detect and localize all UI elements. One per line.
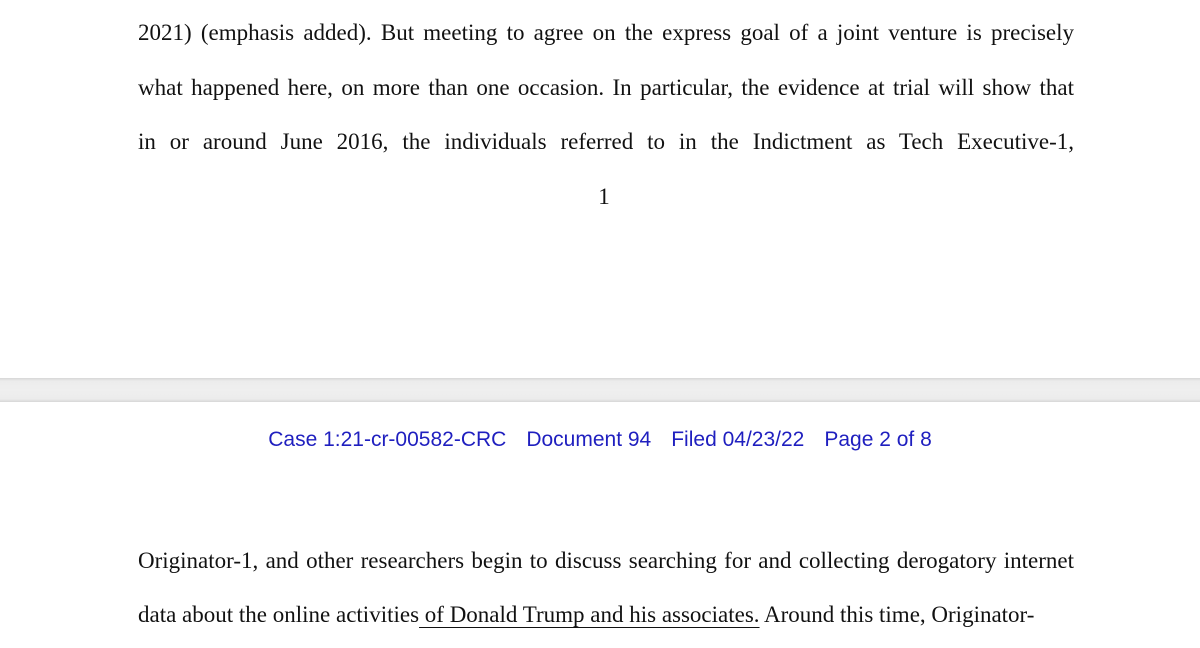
filed-date: Filed 04/23/22: [671, 428, 805, 451]
case-header: [0, 426, 1200, 454]
current-page: [0, 402, 1200, 648]
body-text-line: [138, 601, 1074, 629]
body-text-line: 2021) (emphasis added). But meeting to agree on the express goal of a joint venture is precisely: [138, 20, 1074, 45]
page-number: 1: [598, 184, 610, 209]
body-text-line: Originator-1, and other researchers begin to discuss searching for and collecting derogatory internet: [138, 548, 1074, 573]
body-text-line: in or around June 2016, the individuals referred to in the Indictment as Tech Executive-1,: [138, 129, 1074, 154]
body-text-segment: data about the online activities: [138, 602, 420, 627]
page-separator: [0, 378, 1200, 402]
document-number: Document 94: [526, 428, 652, 451]
page-count: Page 2 of 8: [824, 428, 932, 451]
case-number: Case 1:21-cr-00582-CRC: [268, 428, 507, 451]
underlined-text: of Donald Trump and his associates.: [419, 602, 760, 627]
body-text-segment: Around this time, Originator-: [759, 602, 1035, 627]
body-text-line: what happened here, on more than one occasion. In particular, the evidence at trial will show that: [138, 75, 1074, 100]
